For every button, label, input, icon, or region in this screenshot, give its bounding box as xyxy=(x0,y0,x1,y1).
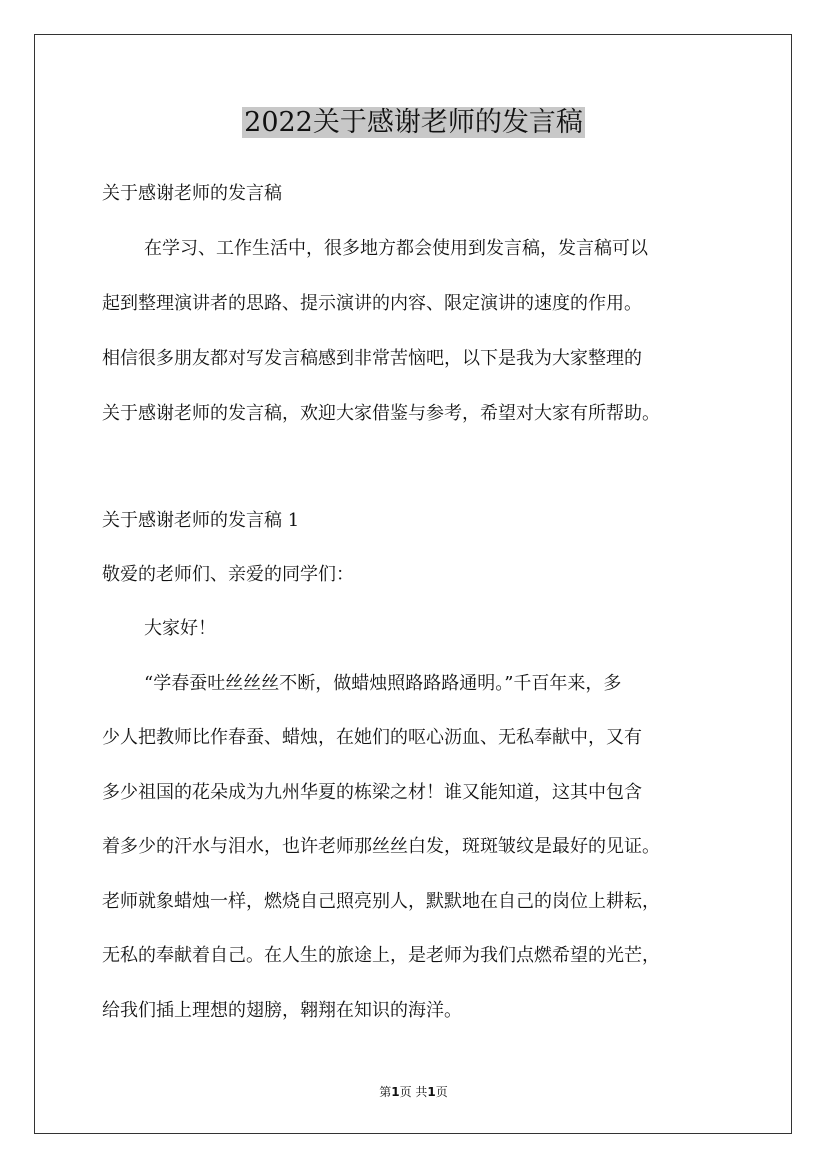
document-title xyxy=(0,103,827,143)
body-line-4: 着多少的汗水与泪水，也许老师那丝丝白发，斑斑皱纹是最好的见证。 xyxy=(102,836,660,857)
footer-page-total: 1 xyxy=(427,1085,436,1099)
page-footer xyxy=(0,1084,827,1100)
body-line-7: 给我们插上理想的翅膀，翱翔在知识的海洋。 xyxy=(102,1000,462,1021)
intro-line-4: 关于感谢老师的发言稿，欢迎大家借鉴与参考，希望对大家有所帮助。 xyxy=(102,403,660,424)
footer-suffix: 页 xyxy=(435,1085,448,1099)
greeting: 大家好！ xyxy=(144,618,216,639)
footer-prefix: 第 xyxy=(379,1085,392,1099)
body-line-5: 老师就象蜡烛一样，燃烧自己照亮别人，默默地在自己的岗位上耕耘， xyxy=(102,891,660,912)
document-title-text: 2022关于感谢老师的发言稿 xyxy=(244,107,583,138)
body-line-1: “学春蚕吐丝丝丝不断，做蜡烛照路路路通明。”千百年来，多 xyxy=(144,673,622,694)
body-line-2: 少人把教师比作春蚕、蜡烛，在她们的呕心沥血、无私奉献中，又有 xyxy=(102,727,642,748)
intro-line-3: 相信很多朋友都对写发言稿感到非常苦恼吧，以下是我为大家整理的 xyxy=(102,348,642,369)
footer-page-number: 1 xyxy=(391,1085,400,1099)
section-heading: 关于感谢老师的发言稿 1 xyxy=(102,510,300,531)
document-subtitle: 关于感谢老师的发言稿 xyxy=(102,183,282,204)
body-line-6: 无私的奉献着自己。在人生的旅途上，是老师为我们点燃希望的光芒， xyxy=(102,945,660,966)
body-line-3: 多少祖国的花朵成为九州华夏的栋梁之材！谁又能知道，这其中包含 xyxy=(102,782,642,803)
footer-mid: 页 共 xyxy=(399,1085,428,1099)
intro-line-2: 起到整理演讲者的思路、提示演讲的内容、限定演讲的速度的作用。 xyxy=(102,293,642,314)
intro-line-1: 在学习、工作生活中，很多地方都会使用到发言稿，发言稿可以 xyxy=(144,238,648,259)
salutation: 敬爱的老师们、亲爱的同学们： xyxy=(102,564,354,585)
